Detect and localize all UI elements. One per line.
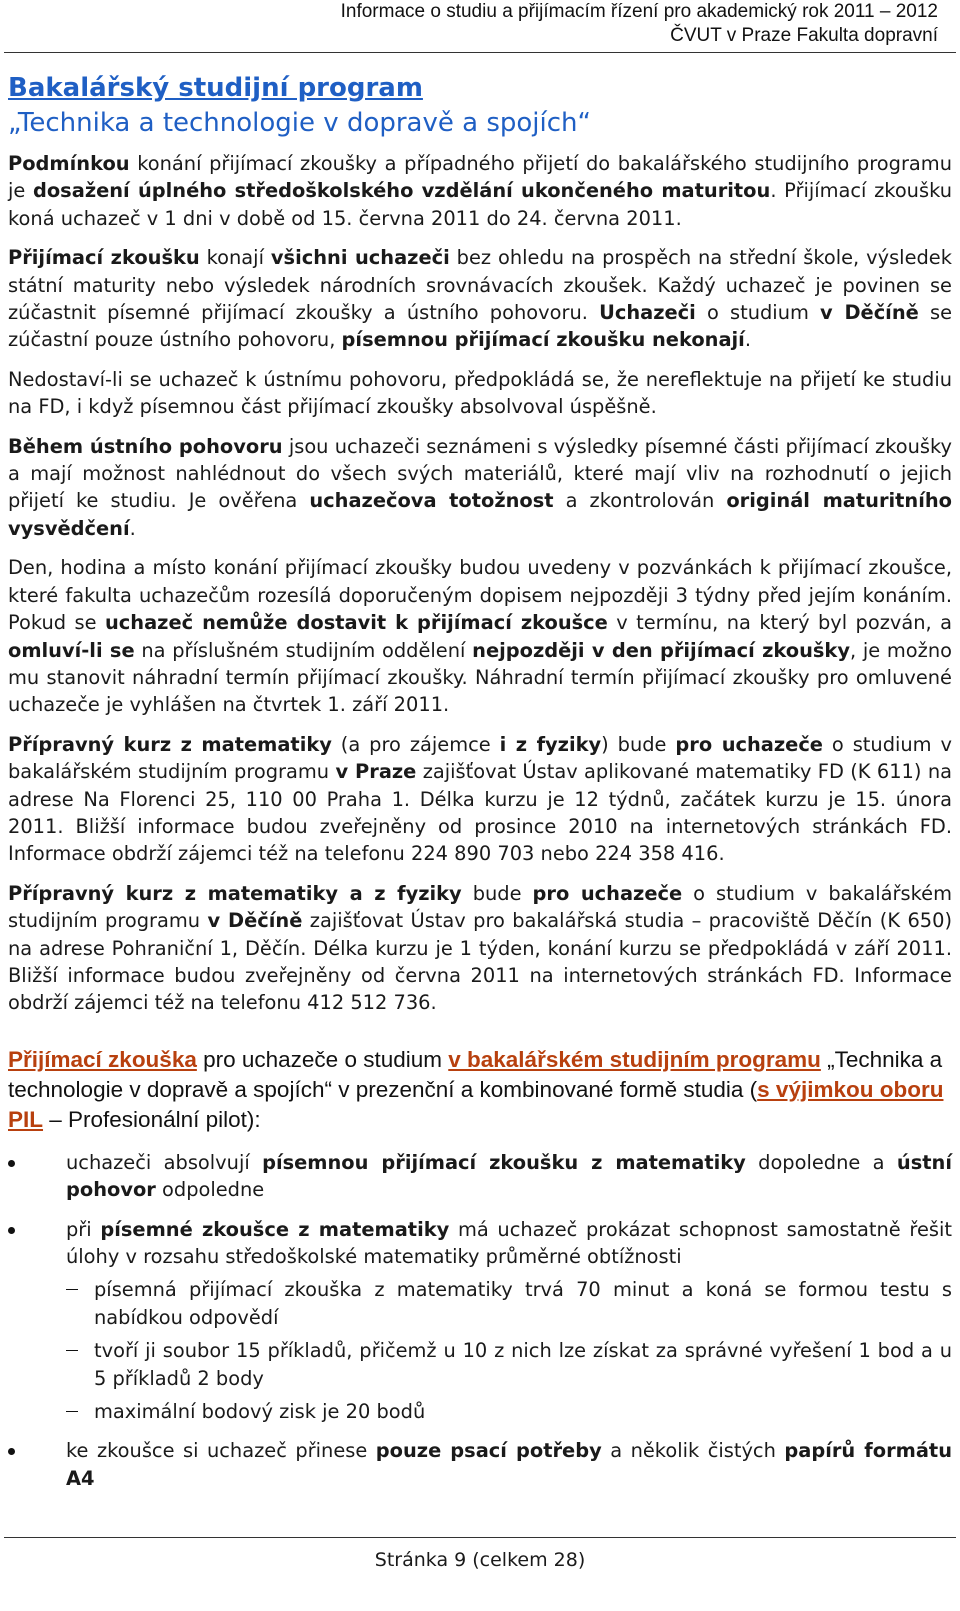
text: konají <box>199 246 271 270</box>
sublist-item <box>66 1337 952 1392</box>
text: . <box>744 328 752 352</box>
text-bold: uchazeč nemůže dostavit k přijímací zkoušce <box>104 611 608 635</box>
text: o studium <box>695 301 821 325</box>
text-bold: v Děčíně <box>820 301 919 325</box>
text: pro uchazeče o studium <box>196 1046 449 1072</box>
text: uchazeči absolvují <box>66 1150 263 1174</box>
text-bold: uchazečova totožnost <box>309 489 554 513</box>
text: bez ohledu na prospěch na střední škole, výsledek státní maturity nebo výsledek národních srovnávacích zkoušek. Každý uchazeč je povinen se zúčastnit písemné přijímací zkoušky a ústního pohovoru. <box>8 246 952 325</box>
header-divider <box>4 52 956 53</box>
text-bold: písemnou přijímací zkoušku z matematiky <box>262 1150 746 1174</box>
text: – Profesionální pilot): <box>43 1106 261 1132</box>
text: na příslušném studijním oddělení <box>134 638 473 662</box>
text: , je možno mu stanovit náhradní termín přijímací zkoušky. Náhradní termín přijímací zkoušky pro omluvené uchazeče je vyhlášen na čtvrtek 1. září 2011. <box>8 638 952 717</box>
section-heading-entrance-exam <box>8 1045 952 1135</box>
dash-icon <box>66 1350 78 1351</box>
text: zajišťovat Ústav pro bakalářská studia – pracoviště Děčín (K 650) na adrese Pohraniční 1, Děčín. Délka kurzu je 1 týden, konání kurzu se předpokládá v září 2011. Bližší informace budou zveřejněny od června 2011 na internetových stránkách FD. Informace obdrží zájemci též na telefonu 412 512 736. <box>8 909 953 1015</box>
list-item <box>8 1437 952 1492</box>
page-number: Stránka 9 (celkem 28) <box>374 1549 586 1571</box>
text: Nedostaví-li se uchazeč k ústnímu pohovoru, předpokládá se, že nereflektuje na přijetí ke studiu na FD, i když písemnou část přijímací zkoušky absolvoval úspěšně. <box>8 367 952 419</box>
bullet-icon <box>8 1160 15 1167</box>
text: o studium v bakalářském studijním programu <box>8 732 952 784</box>
list-item-text <box>66 1437 952 1492</box>
text-bold: Přípravný kurz z matematiky a z fyziky <box>8 881 462 905</box>
text: má uchazeč prokázat schopnost samostatně řešit úlohy v rozsahu středoškolské matematiky průměrné obtížnosti <box>66 1217 952 1268</box>
text-bold: dosažení úplného středoškolského vzdělání ukončeného maturitou <box>32 179 771 203</box>
text-bold: Podmínkou <box>8 152 130 175</box>
document-body <box>8 70 952 1504</box>
paragraph-absence <box>8 366 952 421</box>
list-item-text <box>66 1216 952 1271</box>
exam-rules-list <box>8 1149 952 1492</box>
heading-link-bachelor-program[interactable]: v bakalářském studijním programu <box>448 1046 821 1072</box>
text-bold: Přípravný kurz z matematiky <box>8 732 332 756</box>
text-bold: Přijímací zkoušku <box>8 246 200 270</box>
text: a několik čistých <box>601 1439 785 1463</box>
sublist-item-text: tvoří ji soubor 15 příkladů, přičemž u 10 z nich lze získat za správné vyřešení 1 bod a u 5 příkladů 2 body <box>94 1339 952 1390</box>
sublist-item <box>66 1398 952 1425</box>
text: se zúčastní pouze ústního pohovoru, <box>8 301 952 352</box>
text: . Přijímací zkoušku koná uchazeč v 1 dni v době od 15. června 2011 do 24. června 2011. <box>8 179 952 230</box>
text: jsou uchazeči seznámeni s výsledky písemné části přijímací zkoušky a mají možnost nahlédnout do všech svých materiálů, které mají vliv na rozhodnutí o jejich přijetí ke studiu. Je ověřena <box>8 434 952 513</box>
text: při <box>66 1217 101 1241</box>
header-line-1: Informace o studiu a přijímacím řízení pro akademický rok 2011 – 2012 <box>340 1 938 22</box>
text-bold: písemné zkoušce z matematiky <box>100 1217 450 1241</box>
text: . <box>129 516 136 540</box>
text-bold: originál maturitního vysvědčení <box>8 489 952 540</box>
text-bold: Během ústního pohovoru <box>8 434 283 458</box>
dash-icon <box>66 1289 78 1290</box>
program-subtitle: „Technika a technologie v dopravě a spojích“ <box>8 108 591 138</box>
text: ) bude <box>601 732 676 756</box>
dash-icon <box>66 1411 78 1412</box>
page-header <box>341 0 938 48</box>
sublist-item-text: písemná přijímací zkouška z matematiky trvá 70 minut a koná se formou testu s nabídkou odpovědí <box>94 1278 952 1329</box>
sublist-item <box>66 1276 952 1331</box>
text-bold: ústní pohovor <box>66 1150 952 1202</box>
text: v termínu, na který byl pozván, a <box>607 611 952 635</box>
text: Den, hodina a místo konání přijímací zkoušky budou uvedeny v pozvánkách k přijímací zkoušce, které fakulta uchazečům rozesílá doporučeným dopisem nejpozději 3 týdny před jejím konáním. Pokud se <box>8 556 952 635</box>
text: odpoledne <box>155 1178 265 1202</box>
text: zajišťovat Ústav aplikované matematiky FD (K 611) na adrese Na Florenci 25, 110 00 Praha 1. Délka kurzu je 12 týdnů, začátek kurzu je 15. února 2011. Bližší informace budou zveřejněny od prosince 2010 na internetových stránkách FD. Informace obdrží zájemci též na telefonu 224 890 703 nebo 224 358 416. <box>8 760 952 866</box>
footer-divider <box>4 1537 956 1538</box>
text: o studium v bakalářském studijním programu <box>8 881 952 933</box>
text-bold: všichni uchazeči <box>270 246 450 270</box>
heading-link-pil-exception[interactable]: s výjimkou oboru PIL <box>8 1076 944 1132</box>
paragraph-oral-interview <box>8 433 952 543</box>
text-bold: pro uchazeče <box>675 732 823 756</box>
text: „Technika a technologie v dopravě a spojích“ v prezenční a kombinované formě studia ( <box>8 1046 943 1102</box>
text-bold: pouze psací potřeby <box>375 1439 602 1463</box>
header-line-2: ČVUT v Praze Fakulta dopravní <box>670 25 938 46</box>
text-bold: nejpozději v den přijímací zkoušky <box>472 638 850 662</box>
paragraph-who-takes-exam <box>8 244 952 354</box>
text-bold: pro uchazeče <box>532 881 683 905</box>
list-item <box>8 1149 952 1204</box>
paragraph-conditions <box>8 150 952 232</box>
text: dopoledne a <box>745 1150 897 1174</box>
sublist-item-text: maximální bodový zisk je 20 bodů <box>94 1400 426 1424</box>
text-bold: v Praze <box>335 760 417 784</box>
paragraph-prep-course-prague <box>8 731 952 868</box>
text-bold: i z fyziky <box>499 732 602 756</box>
program-title: Bakalářský studijní program <box>8 73 423 103</box>
paragraph-exam-schedule <box>8 554 952 718</box>
paragraph-prep-course-decin <box>8 880 952 1017</box>
bullet-icon <box>8 1227 15 1234</box>
text: konání přijímací zkoušky a případného přijetí do bakalářského studijního programu je <box>8 152 952 203</box>
text: a zkontrolován <box>553 489 727 513</box>
text: (a pro zájemce <box>331 732 500 756</box>
text-bold: v Děčíně <box>207 909 303 933</box>
list-item-text <box>66 1149 952 1204</box>
text: bude <box>461 881 533 905</box>
bullet-icon <box>8 1448 15 1455</box>
text-bold: omluví-li se <box>8 638 135 662</box>
text-bold: písemnou přijímací zkoušku nekonají <box>341 328 745 352</box>
heading-link-entrance-exam[interactable]: Přijímací zkouška <box>8 1046 197 1072</box>
text-bold: papírů formátu A4 <box>66 1439 952 1490</box>
list-item <box>8 1216 952 1426</box>
text-bold: Uchazeči <box>599 301 696 325</box>
exam-details-sublist <box>66 1276 952 1425</box>
text: ke zkoušce si uchazeč přinese <box>66 1439 376 1463</box>
